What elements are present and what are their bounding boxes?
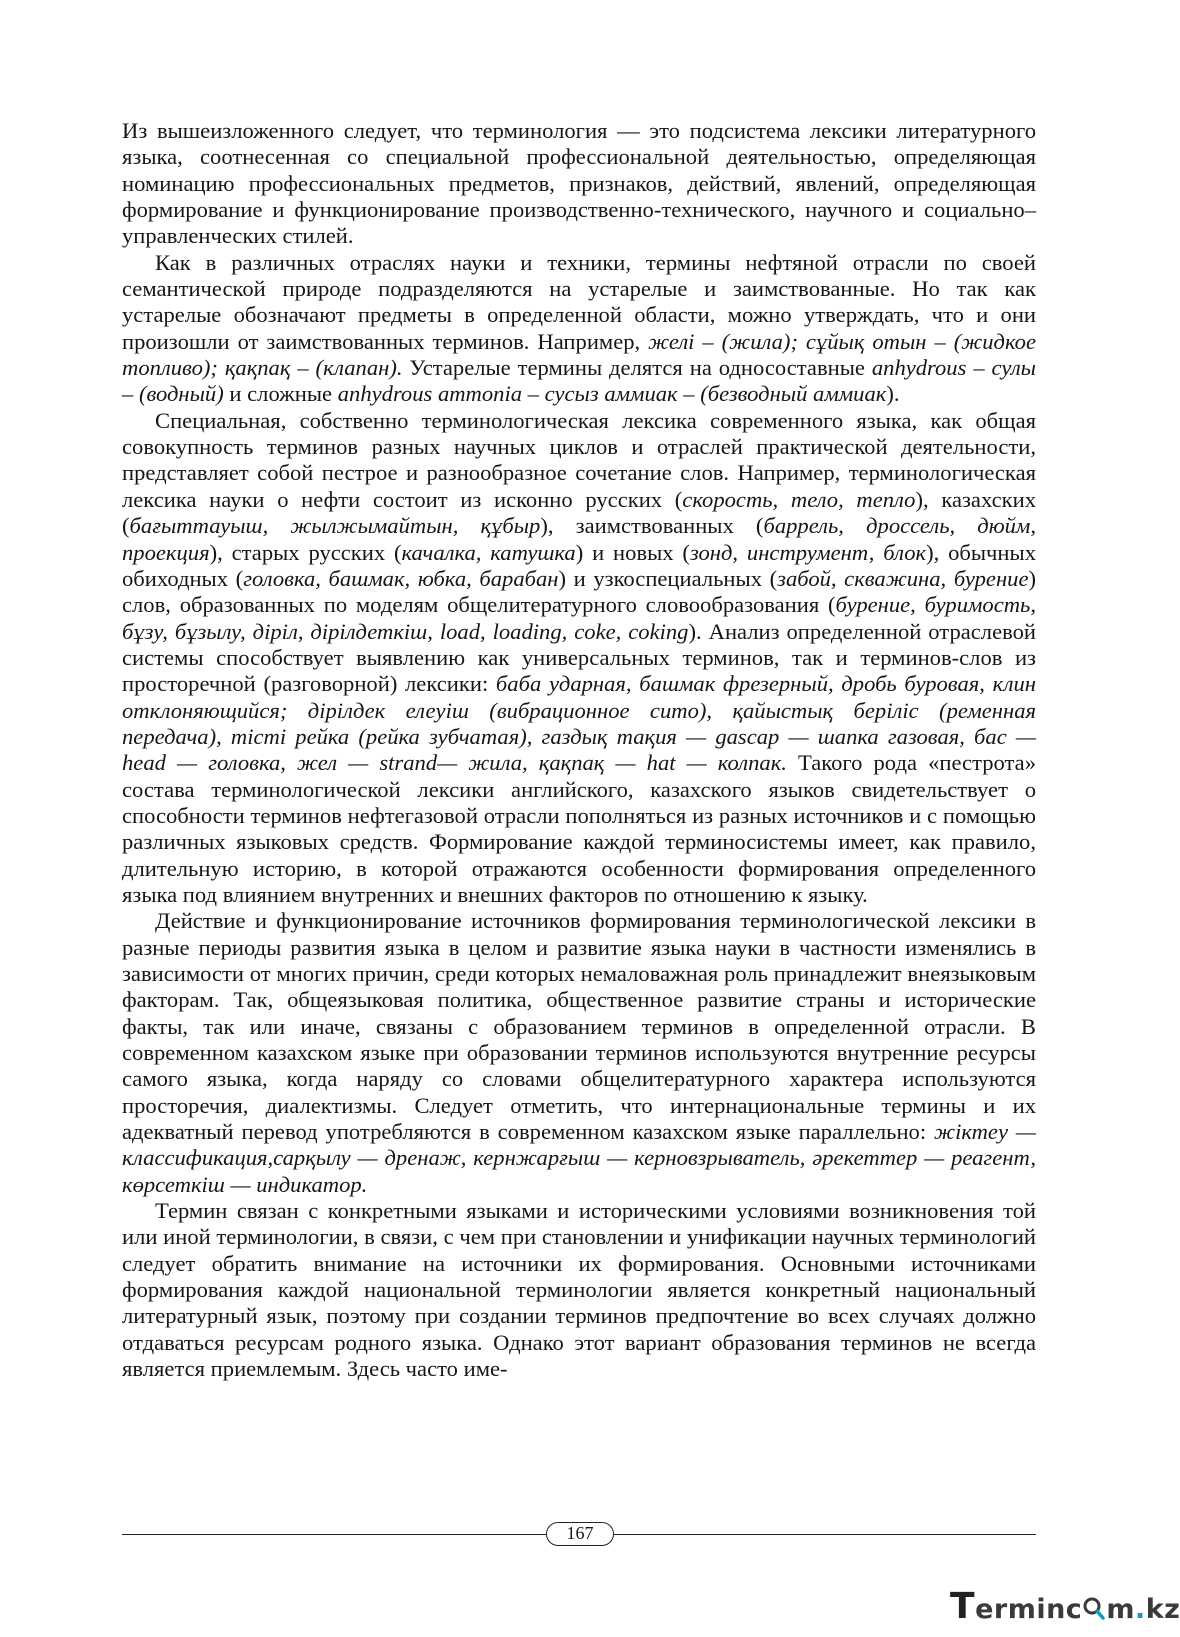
italic-term-run: качалка, катушка bbox=[401, 539, 576, 565]
text-run: Действие и функционирование источников формирования терминологической лексики в разные периоды развития языка в целом и развитие языка науки в частности изменялись в зависимости от многих причин, среди которых немаловажная роль принадлежит внеязыковым факторам. Так, общеязыковая политика, общественное развитие страны и исторические факты, так или иначе, связаны с образованием терминов в определенной отрасли. В современном казахском языке при образовании терминов используются внутренние ресурсы самого языка, когда наряду со словами общелитературного характера используются просторечия, диалектизмы. Следует отметить, что интернациональные термины и их адекватный перевод употребляются в современном казахском языке параллельно: bbox=[122, 908, 1036, 1145]
italic-term-run: желі – (жила); сұйық отын – (жидкое топливо); қақпақ – (клапан). bbox=[122, 328, 1036, 381]
italic-term-run: бағыттауыш, жылжымайтын, құбыр bbox=[129, 513, 541, 539]
text-run: Такого рода «пестрота» состава терминологической лексики английского, казахского языков свидетельствует о способности терминов нефтегазовой отрасли пополняться из разных источников и с помощью различных языковых средств. Формирование каждой терминосистемы имеет, как правило, длительную историю, в которой отражаются особенности формирования определенного языка под влиянием внутренних и внешних факторов по отношению к языку. bbox=[122, 750, 1037, 907]
text-run: Устарелые термины делятся на односоставные bbox=[402, 355, 872, 381]
italic-term-run: anhydrous – сулы – (водный) bbox=[122, 355, 1036, 407]
text-run: ) и новых ( bbox=[575, 539, 690, 565]
italic-term-run: баррель, дроссель, дюйм, проекция bbox=[122, 513, 1036, 565]
watermark-tld: kz bbox=[1145, 1594, 1180, 1625]
body-text bbox=[122, 118, 1036, 1383]
italic-term-run: баба ударная, башмак фрезерный, дробь буровая, клин отклоняющийся; дірілдек елеуіш (вибрационное сито), қайыстық беріліс (ременная передача), тісті рейка (рейка зубчатая), газдық тақия — gascap — шапка газовая, бас — head — головка, жел — strand— жила, қақпақ — hat — колпак. bbox=[122, 671, 1036, 776]
text-run: ). Анализ определенной отраслевой системы способствует выявлению как универсальных терминов, так и терминов-слов из просторечной (разговорной) лексики: bbox=[122, 618, 1036, 697]
text-run: ), казахских ( bbox=[122, 486, 1036, 539]
text-run: ) слов, образованных по моделям общелитературного словообразования ( bbox=[122, 565, 1037, 618]
italic-term-run: жіктеу — классификация,сарқылу — дренаж, кернжарғыш — керновзрыватель, әрекеттер — реагент, көрсеткіш — индикатор. bbox=[122, 1119, 1036, 1197]
text-run: Как в различных отраслях науки и техники, термины нефтяной отрасли по своей семантической природе подразделяются на устарелые и заимствованные. Но так как устарелые обозначают предметы в определенной области, можно утверждать, что и они произошли от заимствованных терминов. Например, bbox=[122, 249, 1036, 354]
paragraph bbox=[122, 118, 1036, 250]
italic-term-run: головка, башмак, юбка, барабан bbox=[243, 565, 559, 591]
paragraph bbox=[122, 408, 1036, 909]
italic-term-run: зонд, инструмент, блок bbox=[689, 539, 927, 565]
text-run: и сложные bbox=[223, 381, 338, 407]
italic-term-run: забой, скважина, бурение bbox=[777, 565, 1029, 591]
paragraph bbox=[122, 908, 1036, 1198]
text-run: Из вышеизложенного следует, что терминология — это подсистема лексики литературного языка, соотнесенная со специальной профессиональной деятельностью, определяющая номинацию профессиональных предметов, признаков, действий, явлений, определяющая формирование и функционирование производственно-технического, научного и социально– управленческих стилей. bbox=[122, 118, 1036, 249]
italic-term-run: скорость, тело, тепло bbox=[682, 486, 916, 512]
text-run: ), обычных обиходных ( bbox=[122, 539, 1036, 591]
watermark-part1: erminc bbox=[975, 1594, 1083, 1625]
page-number: 167 bbox=[546, 1522, 614, 1546]
footer-rule-left bbox=[122, 1534, 546, 1535]
termincom-watermark-logo bbox=[950, 1586, 1180, 1627]
footer-rule-right bbox=[614, 1534, 1036, 1535]
text-run: Специальная, собственно терминологическая лексика современного языка, как общая совокупность терминов разных научных циклов и отраслей практической деятельности, представляет собой пестрое и разнообразное сочетание слов. Например, терминологическая лексика науки о нефти состоит из исконно русских ( bbox=[122, 407, 1036, 512]
paragraph bbox=[122, 1198, 1036, 1382]
italic-term-run: anhydrous ammonia – сусыз аммиак – (безводный аммиак bbox=[337, 381, 887, 407]
text-run: ). bbox=[886, 381, 900, 407]
text-run: ), заимствованных ( bbox=[540, 513, 764, 539]
paragraph bbox=[122, 250, 1036, 408]
text-run: ) и узкоспециальных ( bbox=[558, 565, 778, 591]
italic-term-run: бурение, буримость, бұзу, бұзылу, діріл, дірілдеткіш, load, loading, coke, coking bbox=[122, 592, 1036, 644]
watermark-part2: m bbox=[1106, 1594, 1135, 1625]
watermark-dot: . bbox=[1134, 1594, 1146, 1625]
watermark-initial: T bbox=[950, 1586, 976, 1627]
text-run: ), старых русских ( bbox=[209, 539, 402, 565]
magnifier-icon bbox=[1082, 1595, 1106, 1621]
text-run: Термин связан с конкретными языками и историческими условиями возникновения той или иной терминологии, в связи, с чем при становлении и унификации научных терминологий следует обратить внимание на источники их формирования. Основными источниками формирования каждой национальной терминологии является конкретный национальный литературный язык, поэтому при создании терминов предпочтение во всех случаях должно отдаваться ресурсам родного языка. Однако этот вариант образования терминов не всегда является приемлемым. Здесь часто име- bbox=[122, 1198, 1036, 1382]
